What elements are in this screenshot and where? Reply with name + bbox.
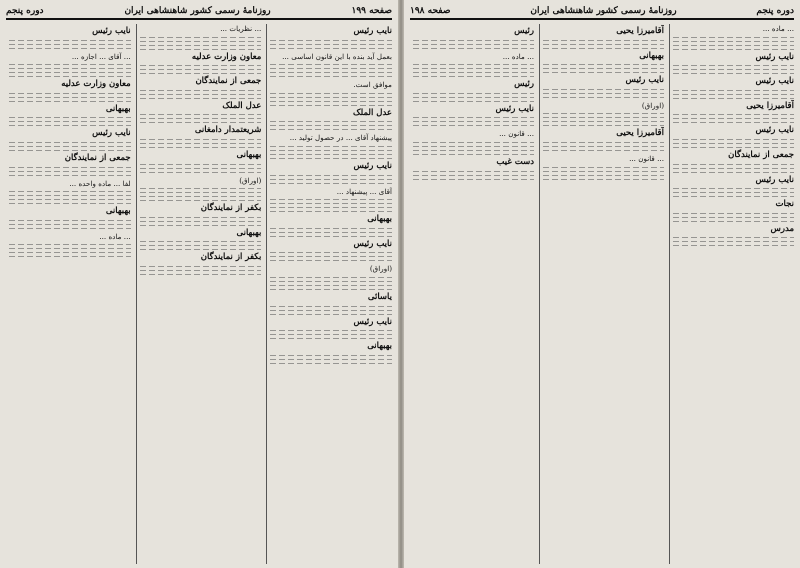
right-page [402, 0, 800, 568]
illegible-text-line [270, 330, 392, 331]
illegible-text-line [270, 203, 392, 204]
illegible-text-line [413, 97, 534, 98]
illegible-text-line [673, 69, 794, 70]
illegible-text-line [9, 97, 131, 98]
speaker-heading: بهبهانی [639, 50, 664, 61]
illegible-text-line [543, 93, 664, 94]
illegible-text-line [270, 338, 392, 339]
illegible-text-line [9, 220, 131, 221]
illegible-text-line [270, 355, 392, 356]
illegible-text-line [270, 281, 392, 282]
illegible-text-line [9, 44, 131, 45]
illegible-text-line [140, 266, 262, 267]
right-header-center: روزنامهٔ رسمی کشور شاهنشاهی ایران [530, 6, 677, 16]
speaker-heading: نایب رئیس [353, 316, 392, 327]
illegible-text-line [270, 228, 392, 229]
illegible-text-line [673, 37, 794, 38]
illegible-text-line [673, 122, 794, 123]
illegible-text-line [673, 192, 794, 193]
speaker-heading: آقامیرزا یحیی [746, 100, 794, 111]
illegible-text-line [270, 314, 392, 315]
illegible-text-line [270, 359, 392, 360]
right-col-2 [539, 24, 664, 564]
illegible-text-line [543, 121, 664, 122]
illegible-text-line [673, 172, 794, 173]
speaker-heading: بهبهانی [367, 214, 392, 225]
paragraph-text: (اوراق) [369, 264, 392, 274]
illegible-text-line [140, 37, 262, 38]
illegible-text-line [9, 40, 131, 41]
illegible-text-line [270, 252, 392, 253]
left-col-1 [266, 24, 392, 564]
illegible-text-line [140, 94, 262, 95]
right-header-left: صفحه ۱۹۸ [410, 6, 451, 16]
illegible-text-line [270, 48, 392, 49]
illegible-text-line [270, 125, 392, 126]
illegible-text-line [270, 158, 392, 159]
illegible-text-line [140, 73, 262, 74]
illegible-text-line [9, 146, 131, 147]
illegible-text-line [270, 334, 392, 335]
illegible-text-line [140, 139, 262, 140]
illegible-text-line [673, 114, 794, 115]
speaker-heading: نایب رئیس [755, 76, 794, 87]
illegible-text-line [9, 171, 131, 172]
illegible-text-line [140, 114, 262, 115]
illegible-text-line [140, 245, 262, 246]
speaker-heading: بهبهانی [367, 341, 392, 352]
paragraph-text: آقای ... پیشنهاد ... [336, 186, 392, 196]
paragraph-text: ... نظریات ... [220, 24, 262, 33]
illegible-text-line [413, 68, 534, 69]
illegible-text-line [270, 260, 392, 261]
illegible-text-line [413, 125, 534, 126]
illegible-text-line [140, 221, 262, 222]
illegible-text-line [673, 73, 794, 74]
illegible-text-line [270, 146, 392, 147]
illegible-text-line [673, 217, 794, 218]
illegible-text-line [673, 49, 794, 50]
speaker-heading: مدرس [770, 223, 794, 234]
illegible-text-line [9, 68, 131, 69]
illegible-text-line [413, 44, 534, 45]
illegible-text-line [270, 211, 392, 212]
paragraph-text: ... آقای ... اجازه ... [71, 51, 131, 61]
right-header-right: دوره پنجم [756, 6, 794, 16]
illegible-text-line [543, 89, 664, 90]
illegible-text-line [270, 64, 392, 65]
illegible-text-line [140, 225, 262, 226]
illegible-text-line [9, 76, 131, 77]
speaker-heading: نایب رئیس [625, 75, 664, 86]
illegible-text-line [140, 192, 262, 193]
paragraph-text: ... ماده ... [502, 51, 534, 61]
illegible-text-line [673, 196, 794, 197]
illegible-text-line [270, 97, 392, 98]
illegible-text-line [543, 72, 664, 73]
illegible-text-line [543, 125, 664, 126]
paragraph-text: (اوراق) [239, 175, 262, 185]
illegible-text-line [270, 76, 392, 77]
illegible-text-line [413, 175, 534, 176]
speaker-heading: بکفر از نمایندگان [200, 252, 262, 263]
illegible-text-line [673, 94, 794, 95]
right-col-1 [669, 24, 794, 564]
speaker-heading: نایب رئیس [755, 51, 794, 62]
illegible-text-line [9, 203, 131, 204]
paragraph-text: موافق است. [353, 80, 392, 90]
speaker-heading: بهبهانی [105, 206, 131, 217]
illegible-text-line [270, 179, 392, 180]
illegible-text-line [9, 195, 131, 196]
illegible-text-line [673, 213, 794, 214]
illegible-text-line [270, 129, 392, 130]
paragraph-text: لفا ... ماده واحده ... [69, 178, 131, 188]
illegible-text-line [9, 175, 131, 176]
illegible-text-line [413, 76, 534, 77]
illegible-text-line [413, 72, 534, 73]
illegible-text-line [673, 168, 794, 169]
illegible-text-line [413, 179, 534, 180]
illegible-text-line [270, 207, 392, 208]
illegible-text-line [543, 179, 664, 180]
illegible-text-line [543, 64, 664, 65]
illegible-text-line [9, 256, 131, 257]
illegible-text-line [413, 146, 534, 147]
illegible-text-line [673, 65, 794, 66]
illegible-text-line [140, 147, 262, 148]
illegible-text-line [140, 168, 262, 169]
illegible-text-line [270, 150, 392, 151]
left-col-2 [136, 24, 262, 564]
illegible-text-line [270, 236, 392, 237]
speaker-heading: شریعتمدار دامغانی [194, 125, 262, 136]
illegible-text-line [270, 68, 392, 69]
illegible-text-line [270, 199, 392, 200]
illegible-text-line [543, 142, 664, 143]
illegible-text-line [270, 289, 392, 290]
illegible-text-line [270, 101, 392, 102]
illegible-text-line [140, 196, 262, 197]
paragraph-text: ... ماده ... [762, 24, 794, 33]
illegible-text-line [543, 146, 664, 147]
illegible-text-line [673, 139, 794, 140]
illegible-text-line [9, 125, 131, 126]
illegible-text-line [9, 244, 131, 245]
illegible-text-line [413, 171, 534, 172]
speaker-heading: جمعی از نمایندگان [64, 152, 131, 163]
illegible-text-line [673, 147, 794, 148]
speaker-heading: معاون وزارت عدلیه [61, 79, 131, 90]
speaker-heading: یاسائی [367, 291, 392, 302]
illegible-text-line [270, 183, 392, 184]
left-page-columns [6, 24, 392, 564]
speaker-heading: آقامیرزا یحیی [616, 128, 664, 139]
illegible-text-line [9, 117, 131, 118]
illegible-text-line [9, 252, 131, 253]
illegible-text-line [270, 306, 392, 307]
illegible-text-line [270, 93, 392, 94]
speaker-heading: بهبهانی [236, 227, 262, 238]
illegible-text-line [543, 48, 664, 49]
illegible-text-line [270, 121, 392, 122]
illegible-text-line [140, 188, 262, 189]
illegible-text-line [673, 98, 794, 99]
illegible-text-line [270, 277, 392, 278]
speaker-heading: جمعی از نمایندگان [728, 149, 794, 160]
illegible-text-line [543, 117, 664, 118]
left-header-left: دوره پنجم [6, 6, 44, 16]
illegible-text-line [270, 175, 392, 176]
illegible-text-line [413, 117, 534, 118]
illegible-text-line [413, 101, 534, 102]
speaker-heading: بکفر از نمایندگان [200, 203, 262, 214]
illegible-text-line [543, 113, 664, 114]
paragraph-text: (اوراق) [641, 100, 664, 110]
illegible-text-line [9, 64, 131, 65]
speaker-heading: نایب رئیس [353, 160, 392, 171]
left-page-header [6, 4, 392, 20]
paragraph-text: پیشنهاد آقای ... در حصول تولید ... [289, 133, 392, 143]
illegible-text-line [140, 217, 262, 218]
illegible-text-line [9, 121, 131, 122]
illegible-text-line [140, 249, 262, 250]
illegible-text-line [673, 41, 794, 42]
illegible-text-line [140, 164, 262, 165]
speaker-heading: نایب رئیس [92, 26, 131, 36]
speaker-heading: نجات [775, 199, 794, 210]
speaker-heading: رئیس [514, 79, 534, 90]
paragraph-text: ... قانون ... [499, 129, 534, 139]
illegible-text-line [673, 90, 794, 91]
illegible-text-line [673, 245, 794, 246]
illegible-text-line [270, 363, 392, 364]
illegible-text-line [543, 44, 664, 45]
illegible-text-line [270, 310, 392, 311]
illegible-text-line [9, 150, 131, 151]
left-col-3 [6, 24, 131, 564]
illegible-text-line [413, 64, 534, 65]
speaker-heading: نایب رئیس [755, 125, 794, 136]
speaker-heading: معاون وزارت عدلیه [191, 51, 262, 62]
illegible-text-line [140, 45, 262, 46]
speaker-heading: بهبهانی [105, 103, 131, 114]
speaker-heading: نایب رئیس [353, 26, 392, 36]
illegible-text-line [140, 90, 262, 91]
left-header-right: صفحه ۱۹۹ [351, 6, 392, 16]
illegible-text-line [9, 248, 131, 249]
illegible-text-line [9, 228, 131, 229]
illegible-text-line [270, 256, 392, 257]
speaker-heading: عدل الملک [222, 100, 262, 111]
illegible-text-line [413, 40, 534, 41]
illegible-text-line [543, 167, 664, 168]
illegible-text-line [9, 191, 131, 192]
speaker-heading: آقامیرزا یحیی [616, 26, 664, 36]
illegible-text-line [140, 65, 262, 66]
paragraph-text: بعمل آید بنده با این قانون اساسی ... [282, 51, 392, 61]
illegible-text-line [543, 171, 664, 172]
paragraph-text: ... قانون ... [629, 153, 664, 163]
speaker-heading: جمعی از نمایندگان [195, 76, 262, 87]
illegible-text-line [413, 93, 534, 94]
illegible-text-line [270, 72, 392, 73]
illegible-text-line [9, 48, 131, 49]
speaker-heading: نایب رئیس [92, 128, 131, 139]
right-page-header [410, 4, 794, 20]
illegible-text-line [543, 68, 664, 69]
illegible-text-line [140, 122, 262, 123]
illegible-text-line [270, 154, 392, 155]
illegible-text-line [9, 167, 131, 168]
illegible-text-line [140, 49, 262, 50]
illegible-text-line [543, 150, 664, 151]
illegible-text-line [673, 188, 794, 189]
speaker-heading: نایب رئیس [353, 238, 392, 249]
illegible-text-line [673, 241, 794, 242]
right-col-3 [410, 24, 534, 564]
illegible-text-line [270, 40, 392, 41]
illegible-text-line [270, 44, 392, 45]
illegible-text-line [9, 199, 131, 200]
illegible-text-line [140, 98, 262, 99]
illegible-text-line [673, 143, 794, 144]
illegible-text-line [413, 154, 534, 155]
right-page-columns [410, 24, 794, 564]
illegible-text-line [270, 285, 392, 286]
illegible-text-line [270, 105, 392, 106]
illegible-text-line [673, 164, 794, 165]
illegible-text-line [673, 237, 794, 238]
illegible-text-line [140, 200, 262, 201]
illegible-text-line [9, 142, 131, 143]
illegible-text-line [9, 101, 131, 102]
speaker-heading: دست غیب [496, 156, 534, 167]
speaker-heading: نایب رئیس [755, 174, 794, 185]
illegible-text-line [543, 175, 664, 176]
illegible-text-line [140, 274, 262, 275]
paragraph-text: ... ماده ... [99, 231, 131, 241]
illegible-text-line [9, 224, 131, 225]
illegible-text-line [673, 118, 794, 119]
speaker-heading: رئیس [514, 26, 534, 36]
illegible-text-line [140, 41, 262, 42]
illegible-text-line [140, 118, 262, 119]
illegible-text-line [140, 241, 262, 242]
speaker-heading: نایب رئیس [495, 103, 534, 114]
illegible-text-line [413, 150, 534, 151]
left-header-center: روزنامهٔ رسمی کشور شاهنشاهی ایران [124, 6, 271, 16]
illegible-text-line [140, 69, 262, 70]
illegible-text-line [413, 48, 534, 49]
illegible-text-line [673, 45, 794, 46]
illegible-text-line [9, 93, 131, 94]
illegible-text-line [140, 172, 262, 173]
illegible-text-line [673, 221, 794, 222]
illegible-text-line [270, 232, 392, 233]
illegible-text-line [413, 121, 534, 122]
illegible-text-line [9, 72, 131, 73]
speaker-heading: عدل الملک [353, 107, 392, 118]
illegible-text-line [543, 40, 664, 41]
illegible-text-line [140, 270, 262, 271]
illegible-text-line [543, 97, 664, 98]
speaker-heading: بهبهانی [236, 149, 262, 160]
illegible-text-line [413, 142, 534, 143]
illegible-text-line [140, 143, 262, 144]
